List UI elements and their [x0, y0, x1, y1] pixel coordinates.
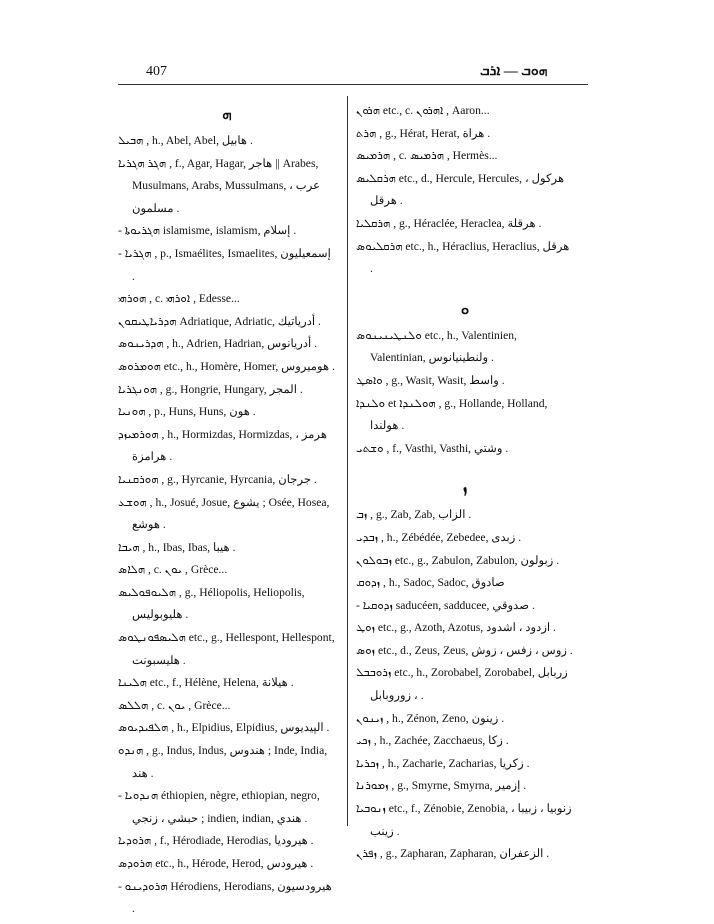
entry-zab: ܙܒ , g., Zab, Zab, الزاب . [356, 508, 472, 522]
entry-herode: ܗܪܘܕܣ etc., h., Hérode, Herod, هيرودس . [118, 857, 314, 870]
header-rule [118, 84, 588, 85]
entry-wasit: ܘܐܣܛ , g., Wasit, Wasit, واسط . [356, 373, 505, 387]
entry-heraclius: ܗܪܩܠܝܘܣ etc., h., Héraclius, Heraclius, هرقل . [356, 239, 570, 276]
entry-elpidius: ܗܠܦܝܕܝܘܣ , h., Elpidius, Elpidius, الپيديوس . [118, 721, 330, 735]
entry-vasthi: ܘܫܬܝ , f., Vasthi, Vasthi, وشتي . [356, 441, 509, 455]
entry-hormizdas: ܗܘܪܡܝܙܕ , h., Hormizdas, Hormizdas, هرمز ، هرامزة . [118, 427, 327, 464]
entry-hercule: ܗܪܩܠܝܣ etc., d., Hercule, Hercules, هركول ، هرقل . [356, 171, 565, 208]
entry-zeus: ܙܘܣ etc., d., Zeus, Zeus, زوس ، زفس ، زوش . [356, 643, 573, 657]
entry-herodiade: ܗܪܘܕܝܐ , f., Hérodiade, Herodias, هيروديا . [118, 834, 314, 848]
entry-zebedee: ܙܒܕܝ , h., Zébédée, Zebedee, زبدى . [356, 530, 522, 544]
page-number: 407 [146, 64, 167, 79]
entry-adrien: ܗܕܪܝܢܘܣ , h., Adrien, Hadrian, أدريانوس . [118, 337, 318, 351]
column-divider [347, 96, 348, 826]
entry-hollande: ܘܠܢܕܐ et ܗܘܠܢܕܐ , g., Hollande, Holland, هولندا . [356, 396, 548, 433]
entry-ibas: ܗܝܒܐ , h., Ibas, Ibas, هيبا . [118, 540, 236, 554]
entry-zabulon: ܙܒܘܠܘܢ etc., g., Zabulon, Zabulon, زبولون . [356, 553, 560, 567]
entry-agar: ܗܓܪ ܗܓܪܝܐ , f., Agar, Hagar, هاجر || Arabes, Musulmans, Arabs, Mussulmans, عرب ، مسلمون . [118, 156, 321, 215]
left-column [118, 100, 336, 921]
entry-helene: ܗܠܝܢܐ etc., f., Hélène, Helena, هيلانة . [118, 676, 294, 690]
section-letter-he: ܗ [222, 107, 232, 123]
entry-hermes: ܗܪܡܝܣ , c. ܗܪܡܝܣ , Hermès... [356, 149, 498, 163]
entry-ethiopien: - ܗܢܕܘܝܐ éthiopien, nègre, ethiopian, negro, حبشي ، زنجي ; indien, indian, هندي . [118, 789, 320, 825]
entry-herat: ܗܪܬ , g., Hérat, Herat, هراة . [356, 126, 491, 140]
entry-hongrie: ܗܘܢܓܪܝܐ , g., Hongrie, Hungary, المجر . [118, 382, 303, 396]
entry-heraclee: ܗܪܩܠܝܐ , g., Héraclée, Heraclea, هرقلة . [356, 216, 542, 230]
entry-zenobie: ܙܢܘܒܝܐ etc., f., Zénobie, Zenobia, زنوبيا ، زبيبا ، زينب . [356, 802, 572, 838]
entry-hyrcanie: ܗܘܪܩܢܝܐ , g., Hyrcanie, Hyrcania, جرجان . [118, 472, 317, 486]
entry-ismaelites: - ܗܓܪܝܐ , p., Ismaélites, Ismaelites, إسمعيليون . [118, 246, 331, 283]
entry-azoth: ܙܘܛ etc., g., Azoth, Azotus, ازدود ، اشدود . [356, 621, 556, 635]
entry-adriatique: ܗܕܪܝܐܛܝܩܘܢ Adriatique, Adriatic, أدرياتيك . [118, 314, 321, 328]
section-letter-waw: ܘ [460, 301, 470, 318]
entry-edesse: ܗܘܪܗܝ , c. ܐܘܪܗܝ , Edesse... [118, 292, 240, 306]
entry-zachee: ܙܟܝ , h., Zachée, Zacchaeus, زكا . [356, 734, 509, 748]
entry-list-waw [356, 325, 574, 461]
section-letter-zain: ܙ [462, 481, 468, 498]
entry-valentinien: ܘܠܢܛܝܢܝܢܘܣ etc., h., Valentinien, Valentinian, ولنطينيانوس . [356, 328, 517, 365]
entry-zorobabel: ܙܪܘܒܒܠ etc., h., Zorobabel, Zorobabel, زربابل ، زوروبابل . [356, 666, 568, 703]
entry-list-he-continued [356, 100, 574, 281]
entry-smyrne: ܙܡܘܪܢܐ , g., Smyrne, Smyrna, إزمير . [356, 779, 527, 793]
entry-zenon: ܙܝܢܘܢ , h., Zénon, Zeno, زينون . [356, 711, 505, 725]
entry-hellespont: ܗܠܝܣܦܘܢܛܘܣ etc., g., Hellespont, Hellespont, هليسبونت . [118, 631, 335, 667]
entry-heliopolis: ܗܠܝܘܦܘܠܝܣ , g., Héliopolis, Heliopolis, هليوبوليس . [118, 585, 305, 622]
entry-zapharan: ܙܦܪܢ , g., Zapharan, Zapharan, الزعفران . [356, 847, 550, 861]
right-column [356, 100, 574, 866]
entry-saduceen: - ܙܕܘܩܝܐ saducéen, sadducee, صدوقي . [356, 598, 535, 612]
running-head: ܗܘܒ — ܐܪܒ [480, 64, 548, 79]
entry-list-zain [356, 504, 574, 866]
entry-abel: ܗܒܝܠ , h., Abel, Abel, هابيل . [118, 134, 253, 147]
entry-grece-2: ܗܠܠܣ , c. ܝܘܢ , Grèce... [118, 698, 231, 712]
entry-herodiens: - ܗܪܘܕܝܢܘ Hérodiens, Herodians, هيرودسيون . [118, 879, 332, 916]
entry-aaron: ܗܪܘܢ etc., c. ܐܗܪܘܢ , Aaron... [356, 104, 490, 117]
entry-zacharie: ܙܟܪܝܐ , h., Zacharie, Zacharias, زكريا . [356, 756, 530, 770]
entry-huns: ܗܘܢܝܐ , p., Huns, Huns, هون . [118, 405, 256, 419]
entry-indus: ܗܢܕܘ , g., Indus, Indus, هندوس ; Inde, India, هند . [118, 744, 328, 780]
entry-islamisme: - ܗܓܪܝܘܬܐ islamisme, islamism, إسلام . [118, 224, 297, 238]
entry-grece-1: ܗܠܐܣ , c. ܝܘܢ , Grèce... [118, 563, 228, 577]
entry-list-he [118, 130, 336, 921]
entry-homere: ܗܘܡܪܘܣ etc., h., Homère, Homer, هوميروس . [118, 359, 335, 373]
entry-josue: ܗܘܫܥ , h., Josué, Josue, يشوع ; Osée, Hosea, هوشع . [118, 495, 330, 532]
entry-sadoc: ܙܕܘܩ , h., Sadoc, Sadoc, صادوق [356, 576, 505, 590]
